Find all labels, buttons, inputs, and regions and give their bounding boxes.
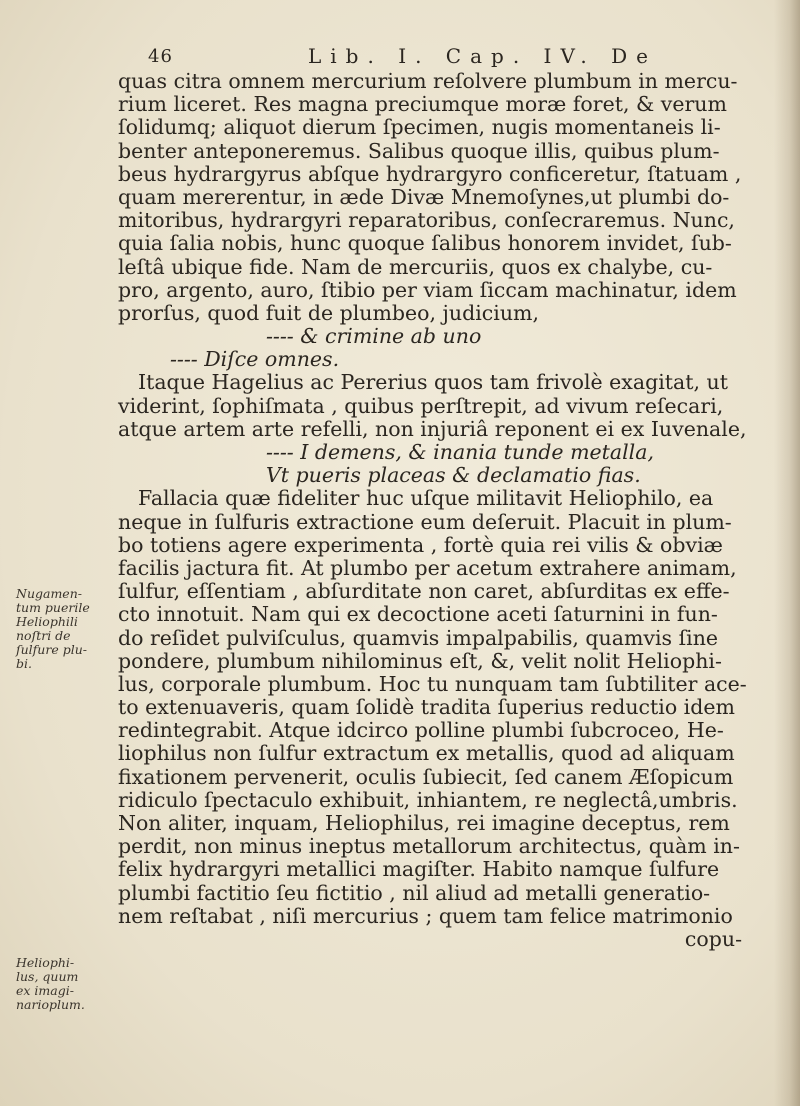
text-line: liophilus non ſulfur extractum ex metallis, quod ad aliquam <box>118 741 735 766</box>
text-line: ſolidumq; aliquot dierum ſpecimen, nugis momentaneis li- <box>118 115 721 140</box>
text-line: atque artem arte refelli, non injuriâ reponent ei ex Iuvenale, <box>118 416 747 441</box>
quote-line: ---- I demens, & inania tunde metalla, <box>266 440 654 464</box>
text-line: cto innotuit. Nam qui ex decoctione aceti ſaturnini in fun- <box>118 602 718 627</box>
margin-note-line: ſulfure plu- <box>16 642 87 657</box>
margin-note-line: Nugamen- <box>16 586 82 601</box>
text-line: Non aliter, inquam, Heliophilus, rei imagine deceptus, rem <box>118 811 730 835</box>
text-line: pro, argento, auro, ſtibio per viam ſiccam machinatur, idem <box>118 277 737 302</box>
margin-note-line: Heliophili <box>16 614 78 629</box>
catchword: copu- <box>684 926 742 951</box>
text-line: do reſidet pulviſculus, quamvis impalpabilis, quamvis ſine <box>118 625 719 650</box>
text-line: ſulfur, eſſentiam , abſurditate non caret, abſurditas ex effe- <box>118 579 730 604</box>
text-line: lus, corporale plumbum. Hoc tu nunquam tam ſubtiliter ace- <box>118 671 747 696</box>
text-line: to extenuaveris, quam ſolidè tradita ſuperius reductio idem <box>118 695 735 720</box>
margin-note-line: Heliophi- <box>16 955 75 970</box>
quote-line: ---- Diſce omnes. <box>170 347 340 372</box>
text-line: mitoribus, hydrargyri reparatoribus, conſecraremus. Nunc, <box>118 208 735 233</box>
text-line: viderint, ſophiſmata , quibus perſtrepit, ad vivum reſecari, <box>118 393 724 418</box>
paragraph-start: Itaque Hagelius ac Pererius quos tam frivolè exagitat, ut <box>138 370 728 395</box>
margin-note-line: narioplum. <box>16 997 85 1012</box>
text-line: plumbi factitio ſeu fictitio , nil aliud ad metalli generatio- <box>118 880 711 905</box>
running-head: Lib. I. Cap. IV. De <box>308 44 657 68</box>
text-line: benter anteponeremus. Salibus quoque illis, quibus plum- <box>118 138 720 163</box>
page-header <box>148 44 708 72</box>
paragraph-start: Fallacia quæ fideliter huc uſque militavit Heliophilo, ea <box>138 486 714 511</box>
text-line: pondere, plumbum nihilominus eſt, &, velit nolit Heliophi- <box>118 648 722 673</box>
quote-line: ---- & crimine ab uno <box>266 324 482 349</box>
margin-note-line: ex imagi- <box>16 983 74 998</box>
text-line: bo totiens agere experimenta , fortè quia rei vilis & obviæ <box>118 532 723 557</box>
page-edge-shadow <box>774 0 800 1106</box>
text-line: quas citra omnem mercurium reſolvere plumbum in mercu- <box>118 69 738 93</box>
text-line: ridiculo ſpectaculo exhibuit, inhiantem, re neglectâ,umbris. <box>118 787 738 812</box>
margin-note-line: noſtri de <box>16 628 71 643</box>
quote-line: Vt pueris placeas & declamatio fias. <box>266 463 641 488</box>
text-line: neque in ſulfuris extractione eum deſeruit. Placuit in plum- <box>118 509 732 534</box>
page-number: 46 <box>148 46 173 67</box>
text-line: leſtâ ubique fide. Nam de mercuriis, quos ex chalybe, cu- <box>118 254 713 279</box>
text-line: quia ſalia nobis, hunc quoque ſalibus honorem invidet, ſub- <box>118 231 732 256</box>
text-line: prorſus, quod fuit de plumbeo, judicium, <box>118 300 539 325</box>
text-line: facilis jactura fit. At plumbo per acetum extrahere animam, <box>118 555 737 580</box>
text-line: felix hydrargyri metallici magiſter. Habito namque ſulfure <box>118 857 720 882</box>
margin-note-line: lus, quum <box>16 969 79 984</box>
margin-note-2 <box>16 956 116 1012</box>
text-line: nem reſtabat , niſi mercurius ; quem tam felice matrimonio <box>118 903 733 928</box>
main-text <box>118 70 758 951</box>
text-line: rium liceret. Res magna preciumque moræ foret, & verum <box>118 92 727 117</box>
margin-note-line: tum puerile <box>16 600 90 615</box>
text-line: perdit, non minus ineptus metallorum architectus, quàm in- <box>118 834 740 859</box>
text-line: quam mererentur, in æde Divæ Mnemoſynes,ut plumbi do- <box>118 184 730 209</box>
margin-note-line: bi. <box>16 656 32 671</box>
margin-note-1 <box>16 587 116 671</box>
text-line: redintegrabit. Atque idcirco polline plumbi ſubcroceo, He- <box>118 718 724 743</box>
text-line: fixationem pervenerit, oculis ſubiecit, ſed canem Æſopicum <box>118 764 734 789</box>
text-line: beus hydrargyrus abſque hydrargyro conficeretur, ſtatuam , <box>118 161 742 186</box>
